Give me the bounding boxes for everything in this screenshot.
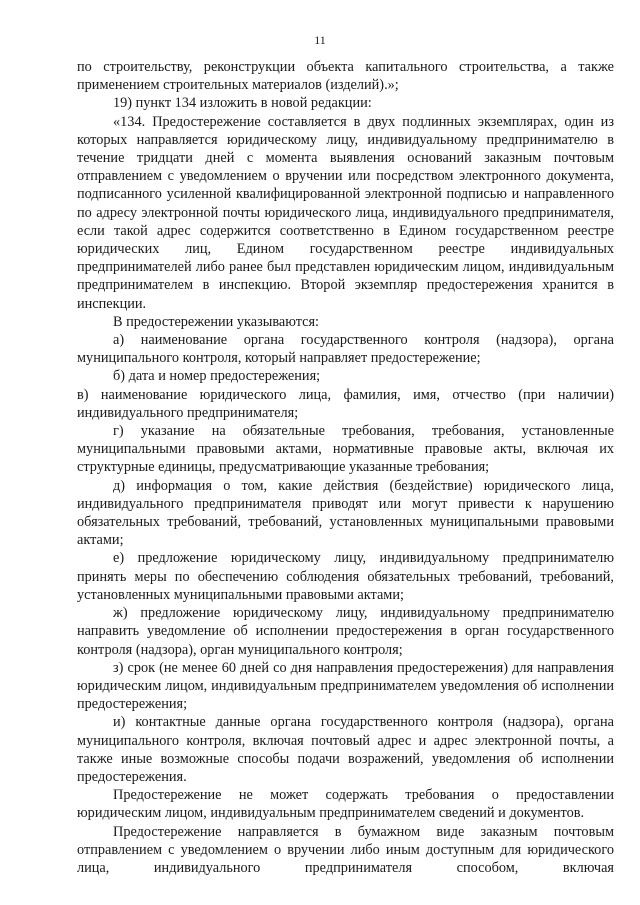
paragraph: а) наименование органа государственного контроля (надзора), органа муниципального контроля, который направляет предостережение;	[77, 332, 614, 367]
paragraph: В предостережении указываются:	[113, 313, 320, 330]
paragraph: «134. Предостережение составляется в двух подлинных экземплярах, один из которых направляется юридическому лицу, индивидуальному предпринимателю в течение тридцати дней с момента выявления оснований заказным почтовым отправлением с уведомлением о вручении или посредством электронного документа, подписанного усиленной квалифицированной электронной подписью и направленного по адресу электронной почты юридического лица, индивидуального предпринимателя, если такой адрес содержится соответственно в Едином государственном реестре юридических лиц, Едином государственном реестре индивидуальных предпринимателей либо ранее был представлен юридическим лицом, индивидуальным предпринимателем в инспекцию. Второй экземпляр предостережения хранится в инспекции.	[77, 113, 614, 312]
paragraph: по строительству, реконструкции объекта капитального строительства, а также применением строительных материалов (изделий).»;	[77, 59, 614, 94]
paragraph: г) указание на обязательные требования, требования, установленные муниципальными правовыми актами, нормативные правовые акты, включая их структурные единицы, предусматривающие указанные требования;	[77, 423, 614, 476]
paragraph: б) дата и номер предостережения;	[113, 368, 321, 385]
document-body	[77, 58, 614, 877]
paragraph: в) наименование юридического лица, фамилия, имя, отчество (при наличии) индивидуального предпринимателя;	[77, 386, 614, 421]
paragraph: Предостережение не может содержать требования о предоставлении юридическим лицом, индивидуальным предпринимателем сведений и документов.	[77, 787, 614, 822]
paragraph: е) предложение юридическому лицу, индивидуальному предпринимателю принять меры по обеспечению соблюдения обязательных требований, требований, установленных муниципальными правовыми актами;	[77, 550, 614, 603]
paragraph: 19) пункт 134 изложить в новой редакции:	[113, 95, 372, 112]
paragraph: и) контактные данные органа государственного контроля (надзора), органа муниципального контроля, включая почтовый адрес и адрес электронной почты, а также иные возможные способы подачи возражений, уведомления об исполнении предостережения.	[77, 714, 614, 785]
page-number: 11	[314, 33, 326, 47]
paragraph: Предостережение направляется в бумажном виде заказным почтовым отправлением с уведомлением о вручении либо иным доступным для юридического лица, индивидуального предпринимателя способом, включая	[77, 823, 614, 876]
paragraph: ж) предложение юридическому лицу, индивидуальному предпринимателю направить уведомление об исполнении предостережения в орган государственного контроля (надзора), орган муниципального контроля;	[77, 605, 614, 658]
paragraph: д) информация о том, какие действия (бездействие) юридического лица, индивидуального предпринимателя приводят или могут привести к нарушению обязательных требований, требований, установленных муниципальными правовыми актами;	[77, 477, 614, 549]
paragraph: з) срок (не менее 60 дней со дня направления предостережения) для направления юридическим лицом, индивидуальным предпринимателем уведомления об исполнении предостережения;	[77, 659, 614, 713]
